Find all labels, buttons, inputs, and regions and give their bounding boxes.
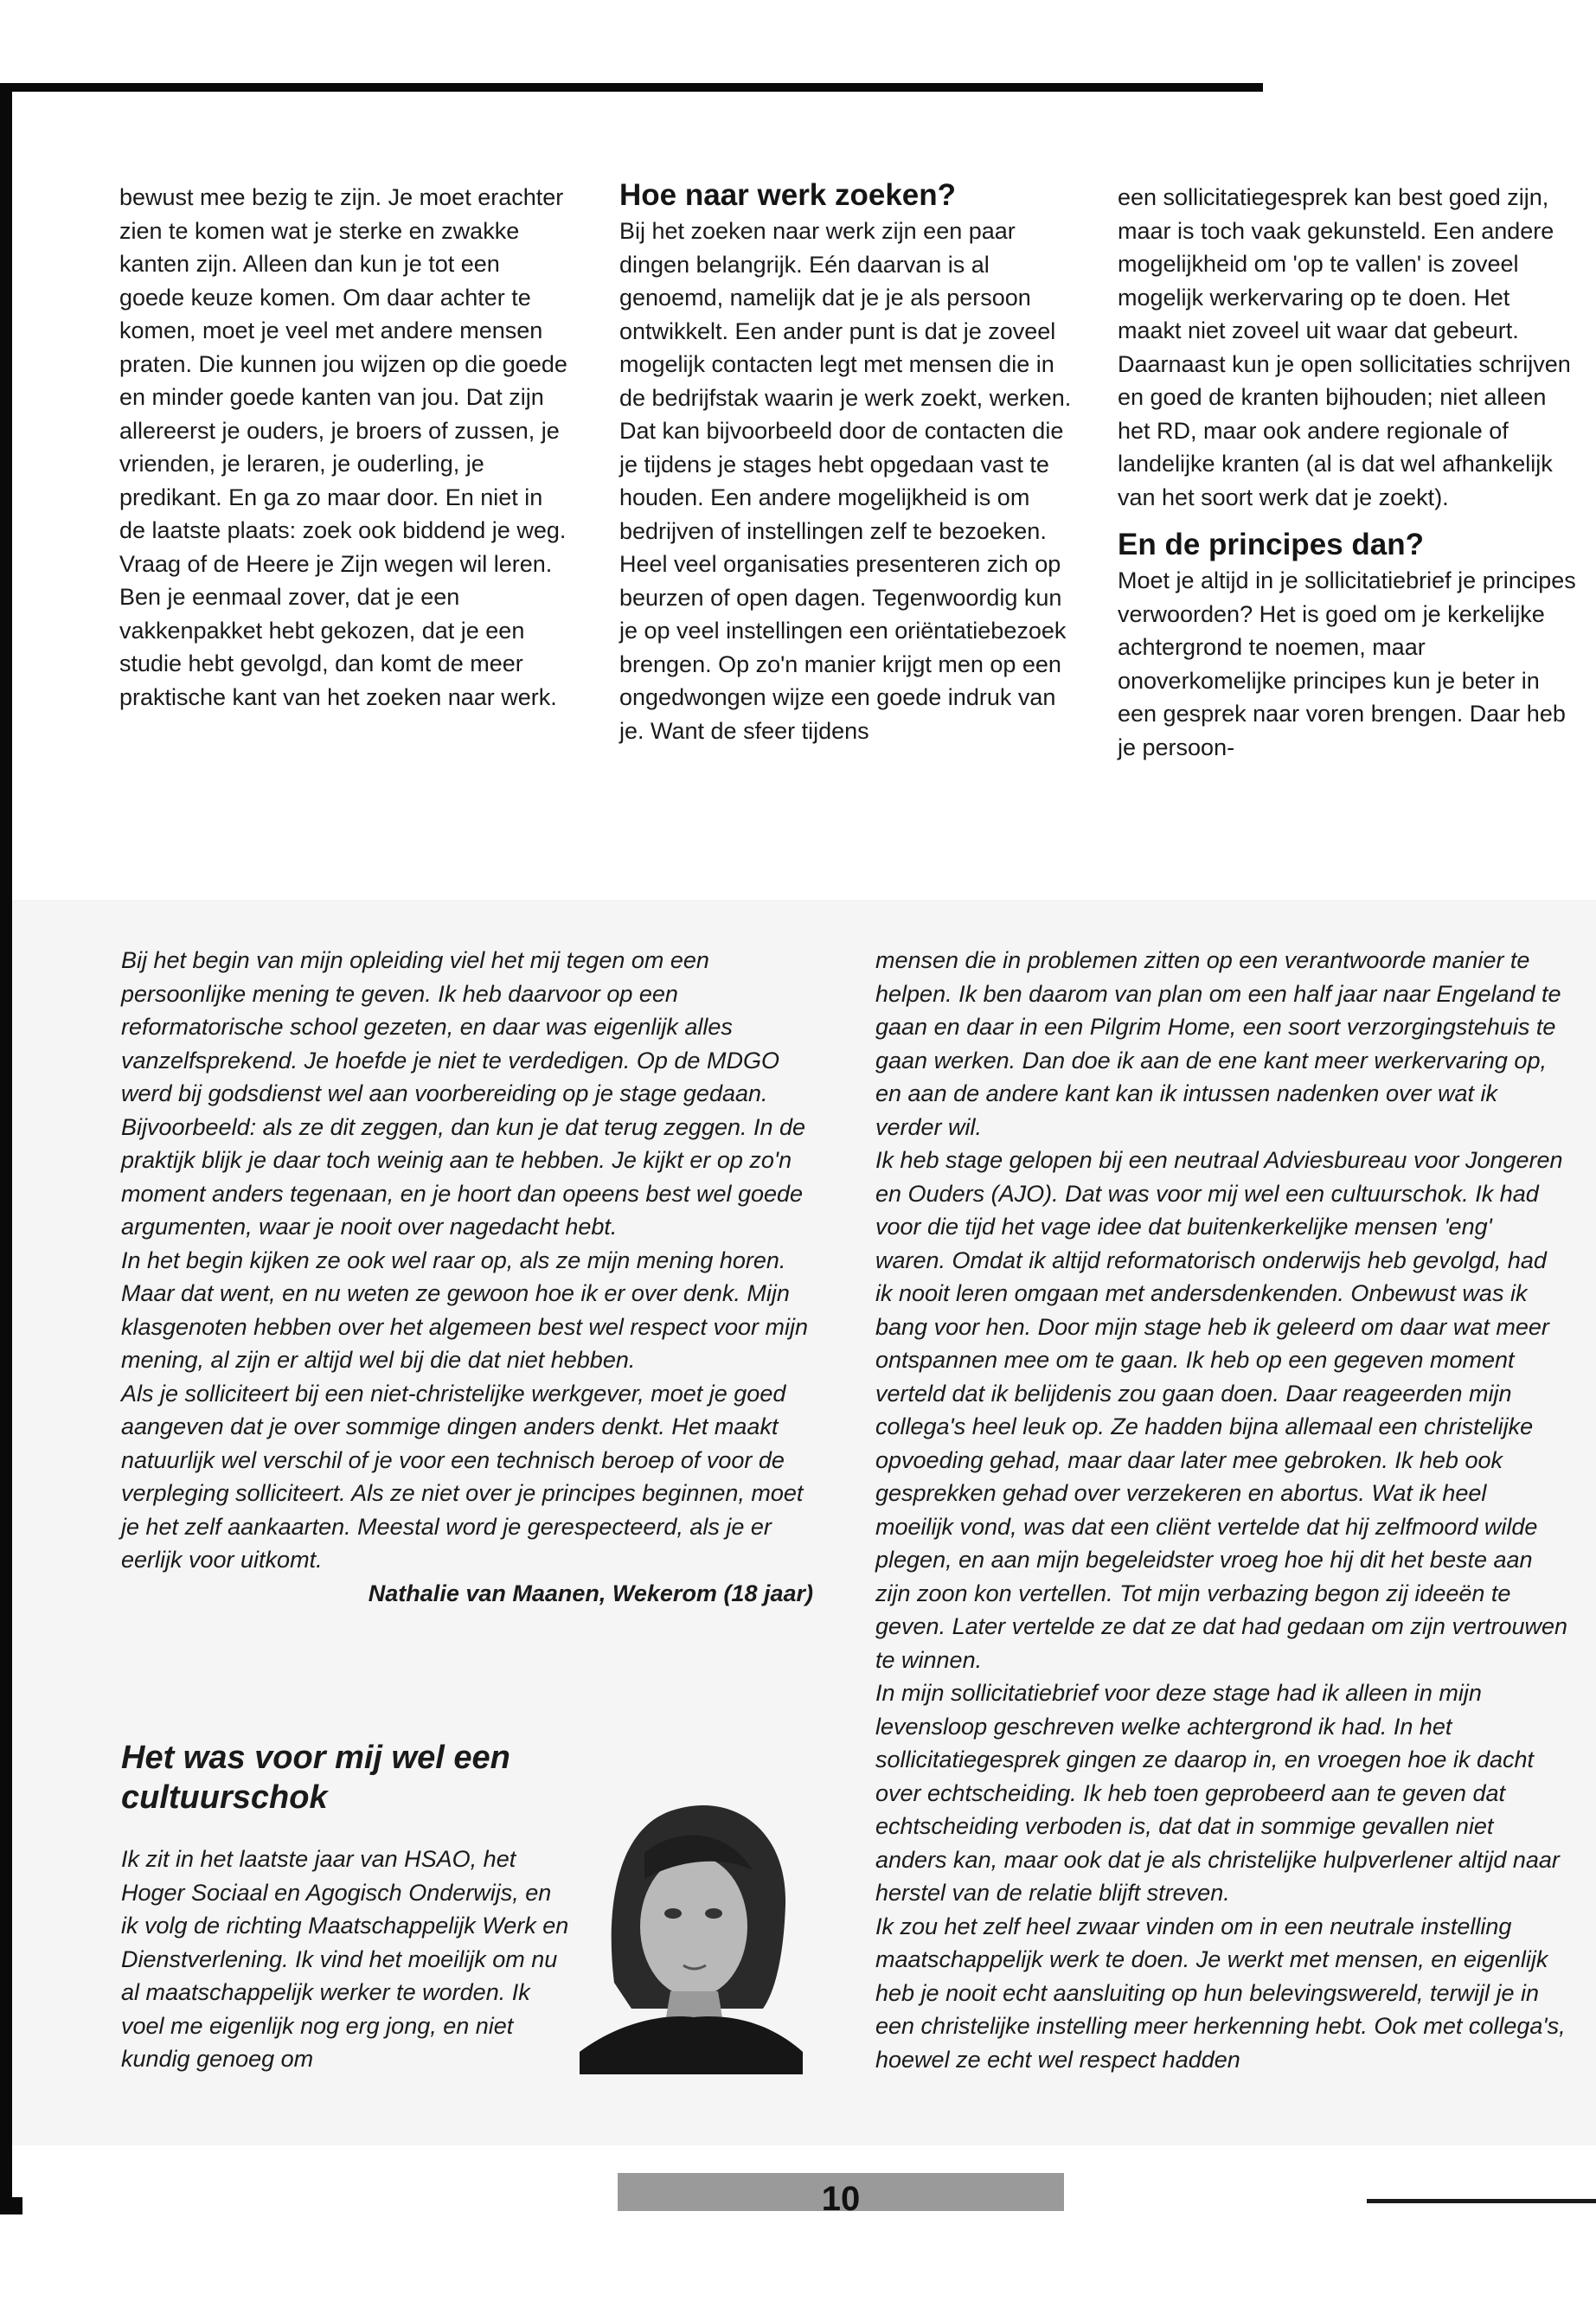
scan-border-bottom-left <box>0 2197 22 2214</box>
testimonial-signature: Nathalie van Maanen, Wekerom (18 jaar) <box>368 1580 813 1606</box>
paragraph: bewust mee bezig te zijn. Je moet erachter zien te komen wat je sterke en zwakke kanten zijn. Alleen dan kun je tot een goede keuze komen. Om daar achter te komen, moet je veel met andere mensen praten. Die kunnen jou wijzen op die goede en minder goede kanten van jou. Dat zijn allereerst je ouders, je broers of zussen, je vrienden, je leraren, je ouderling, je predikant. En ga zo maar door. En niet in de laatste plaats: zoek ook biddend je weg. Vraag of de Heere je Zijn wegen wil leren. <box>119 184 567 577</box>
paragraph: een sollicitatiegesprek kan best goed zijn, maar is toch vaak gekunsteld. Een andere mogelijkheid om 'op te vallen' is zoveel mogelijk werkervaring op te doen. Het maakt niet zoveel uit waar dat gebeurt. <box>1118 184 1554 343</box>
portrait-image-icon <box>580 1775 803 2074</box>
paragraph: Daarnaast kun je open sollicitaties schrijven en goed de kranten bijhouden; niet alleen het RD, maar ook andere regionale of landelijke kranten (al is dat wel afhankelijk van het soort werk dat je zoekt). <box>1118 350 1571 510</box>
portrait-photo <box>580 1775 803 2074</box>
paragraph: Ik zou het zelf heel zwaar vinden om in een neutrale instelling maatschappelijk werk te doen. Je werkt met mensen, en eigenlijk heb je nooit echt aansluiting op hun belevingswereld, terwijl je in een christelijke instelling meer herkenning hebt. Ook met collega's, hoewel ze echt wel respect hadden <box>875 1913 1566 2073</box>
scan-border-left <box>0 87 12 2214</box>
paragraph: Ik zit in het laatste jaar van HSAO, het Hoger Sociaal en Agogisch Onderwijs, en ik volg de richting Maatschappelijk Werk en Dienstverlening. Ik vind het moeilijk om nu al maatschappelijk werker te worden. Ik voel me eigenlijk nog erg jong, en niet kundig genoeg om <box>121 1846 569 2072</box>
story-body <box>121 1843 571 2076</box>
paragraph: Bij het begin van mijn opleiding viel het mij tegen om een persoonlijke mening te geven. Ik heb daarvoor op een reformatorische school gezeten, en daar was eigenlijk alles vanzelfsprekend. Je hoefde je niet te verdedigen. Op de MDGO werd bij godsdienst wel aan voorbereiding op je stage gedaan. Bijvoorbeeld: als ze dit zeggen, dan kun je dat terug zeggen. In de praktijk blijk je daar toch weinig aan te hebben. Je kijkt er op zo'n moment anders tegenaan, en je hoort dan opeens best wel goede argumenten, waar je nooit over nagedacht hebt. <box>121 947 806 1240</box>
section-heading: Hoe naar werk zoeken? <box>619 178 957 212</box>
paragraph: In mijn sollicitatiebrief voor deze stage had ik alleen in mijn levensloop geschreven welke achtergrond ik had. In het sollicitatiegesprek gingen ze daarop in, en vroegen hoe ik dacht over echtscheiding. Ik heb toen geprobeerd aan te geven dat echtscheiding verboden is, dat dat in sommige gevallen niet anders kan, maar ook dat je als christelijke hulpverlener altijd naar herstel van de relatie blijft streven. <box>875 1680 1560 1906</box>
article-column-1 <box>119 181 569 714</box>
testimonial-left <box>121 944 813 1610</box>
paragraph: mensen die in problemen zitten op een verantwoorde manier te helpen. Ik ben daarom van plan om een half jaar naar Engeland te gaan en daar in een Pilgrim Home, een soort verzorgingstehuis te gaan werken. Dan doe ik aan de ene kant meer werkervaring op, en aan de andere kant kan ik intussen nadenken over wat ik verder wil. <box>875 947 1561 1140</box>
section-heading: En de principes dan? <box>1118 528 1424 561</box>
testimonial-right <box>875 944 1567 2076</box>
paragraph: Heel veel organisaties presenteren zich op beurzen of open dagen. Tegenwoordig kun je op veel instellingen een oriëntatiebezoek brengen. Op zo'n manier krijgt men op een ongedwongen wijze een goede indruk van je. Want de sfeer tijdens <box>619 551 1067 744</box>
story-title: Het was voor mij wel een cultuurschok <box>121 1740 510 1816</box>
paragraph: Ben je eenmaal zover, dat je een vakkenpakket hebt gekozen, dat je een studie hebt gevolgd, dan komt de meer praktische kant van het zoeken naar werk. <box>119 584 557 710</box>
page-number: 10 <box>618 2173 1064 2211</box>
scan-border-bottom-right <box>1367 2199 1596 2203</box>
scan-border-top <box>0 83 1263 92</box>
paragraph: Bij het zoeken naar werk zijn een paar dingen belangrijk. Eén daarvan is al genoemd, namelijk dat je je als persoon ontwikkelt. Een ander punt is dat je zoveel mogelijk contacten legt met mensen die in de bedrijfstak waarin je werk zoekt, werken. Dat kan bijvoorbeeld door de contacten die je tijdens je stages hebt opgedaan vast te houden. Een andere mogelijkheid is om bedrijven of instellingen zelf te bezoeken. <box>619 218 1072 544</box>
paragraph: Ik heb stage gelopen bij een neutraal Adviesbureau voor Jongeren en Ouders (AJO). Dat was voor mij wel een cultuurschok. Ik had voor die tijd het vage idee dat buitenkerkelijke mensen 'eng' waren. Omdat ik altijd reformatorisch onderwijs heb gevolgd, had ik nooit leren omgaan met andersdenkenden. Onbewust was ik bang voor hen. Door mijn stage heb ik geleerd om daar wat meer ontspannen mee om te gaan. Ik heb op een gegeven moment verteld dat ik belijdenis zou gaan doen. Daar reageerden mijn collega's heel leuk op. Ze hadden bijna allemaal een christelijke opvoeding gehad, maar daar later mee gebroken. Ik heb ook gesprekken gehad over verzekeren en abortus. Wat ik heel moeilijk vond, was dat een cliënt vertelde dat hij zelfmoord wilde plegen, en aan mijn begeleidster vroeg hoe hij dit het beste aan zijn zoon kon vertellen. Tot mijn verbazing begon zij ideeën te geven. Later vertelde ze dat ze dat had gedaan om zijn vertrouwen te winnen. <box>875 1147 1568 1673</box>
paragraph: Moet je altijd in je sollicitatiebrief je principes verwoorden? Het is goed om je kerkelijke achtergrond te noemen, maar onoverkomelijke principes kun je beter in een gesprek naar voren brengen. Daar heb je persoon- <box>1118 567 1576 760</box>
paragraph: Als je solliciteert bij een niet-christelijke werkgever, moet je goed aangeven dat je over sommige dingen anders denkt. Het maakt natuurlijk wel verschil of je voor een technisch beroep of voor de verpleging solliciteert. Als ze niet over je principes beginnen, moet je het zelf aankaarten. Meestal word je gerespecteerd, als je er eerlijk voor uitkomt. <box>121 1380 804 1573</box>
article-column-2 <box>619 176 1078 747</box>
article-column-3 <box>1118 181 1576 764</box>
paragraph: In het begin kijken ze ook wel raar op, als ze mijn mening horen. Maar dat went, en nu weten ze gewoon hoe ik er over denk. Mijn klasgenoten hebben over het algemeen best wel respect voor mijn mening, al zijn er altijd wel bij die dat niet hebben. <box>121 1247 808 1373</box>
